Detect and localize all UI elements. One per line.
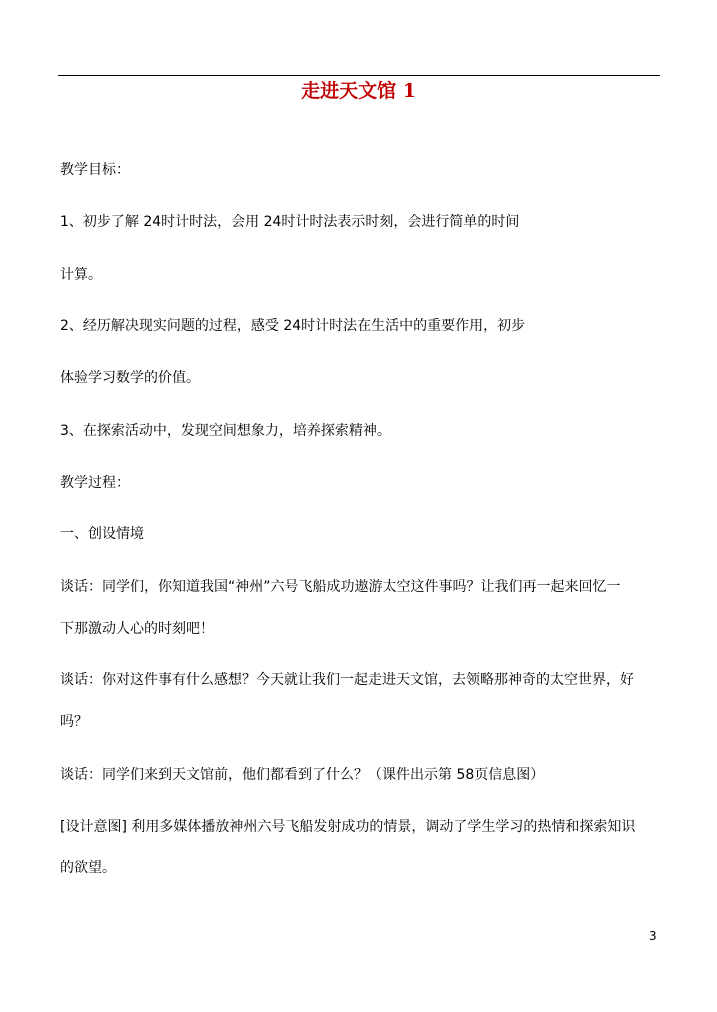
goal-2-line-1: 2、经历解决现实问题的过程，感受 24时计时法在生活中的重要作用，初步	[60, 318, 526, 334]
dialogue-2-line-1: 谈话：你对这件事有什么感想？今天就让我们一起走进天文馆，去领略那神奇的太空世界，好	[60, 672, 634, 688]
goal-3: 3、在探索活动中，发现空间想象力，培养探索精神。	[60, 423, 391, 439]
document-title: 走进天文馆 1	[301, 80, 416, 102]
dialogue-1-line-1: 谈话：同学们，你知道我国“神州”六号飞船成功遨游太空这件事吗？让我们再一起来回忆一	[60, 579, 621, 595]
goal-1-line-2: 计算。	[60, 267, 102, 283]
goal-2-line-2: 体验学习数学的价值。	[60, 370, 200, 386]
page-number: 3	[649, 929, 657, 943]
design-intent-line-1: [设计意图] 利用多媒体播放神州六号飞船发射成功的情景，调动了学生学习的热情和探索知识	[60, 819, 636, 835]
teaching-goals-heading: 教学目标：	[60, 162, 130, 178]
teaching-process-heading: 教学过程：	[60, 475, 130, 491]
dialogue-1-line-2: 下那激动人心的时刻吧！	[60, 621, 214, 637]
dialogue-3: 谈话：同学们来到天文馆前，他们都看到了什么？（课件出示第 58页信息图）	[60, 767, 545, 783]
design-intent-line-2: 的欲望。	[60, 860, 116, 876]
goal-1-line-1: 1、初步了解 24时计时法，会用 24时计时法表示时刻，会进行简单的时间	[60, 214, 520, 230]
section-heading-scenario: 一、创设情境	[60, 526, 144, 542]
dialogue-2-line-2: 吗？	[60, 714, 88, 730]
header-rule	[58, 75, 660, 76]
